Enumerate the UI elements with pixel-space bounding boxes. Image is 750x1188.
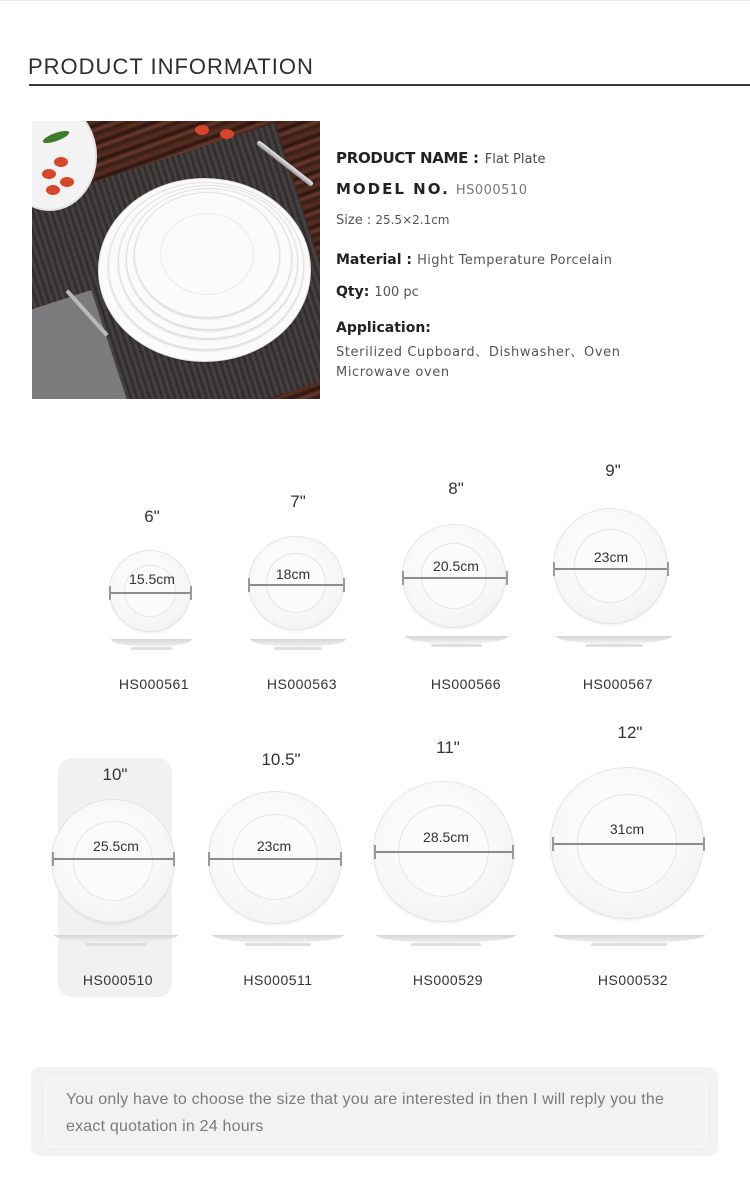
diameter-line <box>553 843 704 845</box>
diameter-line <box>554 568 668 570</box>
application-value-line1: Sterilized Cupboard、Dishwasher、Oven <box>336 345 621 360</box>
plate-side-view <box>405 636 508 644</box>
size-cm-label: 28.5cm <box>423 829 469 845</box>
tomato-icon <box>46 185 60 195</box>
size-model-code: HS000510 <box>82 972 154 988</box>
photo-plate-well <box>160 213 254 295</box>
size-inch-label: 12" <box>617 723 643 742</box>
plate-top-view <box>403 525 505 627</box>
size-inch-label: 11" <box>436 738 460 757</box>
size-model-code: HS000567 <box>582 676 654 692</box>
plate-side-view <box>111 639 192 647</box>
top-divider <box>0 0 750 1</box>
application-label: Application: <box>336 320 431 336</box>
size-cm-label: 23cm <box>593 549 629 565</box>
plate-side-view <box>553 935 705 943</box>
plate-side-view <box>376 935 516 943</box>
size-inch-label: 8" <box>448 479 464 498</box>
diameter-line <box>110 592 191 594</box>
size-model-code: HS000566 <box>430 676 502 692</box>
size-cm-label: 23cm <box>256 838 292 854</box>
application-value-line2: Microwave oven <box>336 365 450 380</box>
size-inch-label: 10" <box>102 765 128 784</box>
size-cm-label: 20.5cm <box>433 558 479 574</box>
diameter-line <box>375 851 513 853</box>
diameter-line <box>53 858 174 860</box>
diameter-line <box>249 584 344 586</box>
plate-top-view <box>249 537 343 629</box>
model-label: MODEL NO. <box>336 180 450 198</box>
size-model-code: HS000529 <box>412 972 484 988</box>
tomato-icon <box>195 125 209 135</box>
qty-value: 100 pc <box>374 285 419 300</box>
plate-top-view <box>110 551 190 631</box>
diameter-line <box>403 577 507 579</box>
tomato-icon <box>60 177 74 187</box>
product-name-value: Flat Plate <box>484 152 546 167</box>
size-model-code: HS000532 <box>597 972 669 988</box>
plate-side-view <box>212 935 344 943</box>
size-row <box>336 213 450 228</box>
plate-top-view <box>554 509 667 623</box>
model-row <box>336 179 528 198</box>
product-photo <box>32 121 320 399</box>
size-model-code: HS000561 <box>118 676 190 692</box>
size-inch-label: 9" <box>605 461 621 480</box>
product-name-row <box>336 148 546 167</box>
diameter-line <box>209 858 341 860</box>
title-underline <box>29 84 750 86</box>
tomato-icon <box>54 157 68 167</box>
model-value: HS000510 <box>455 183 528 198</box>
plate-side-view <box>250 639 346 647</box>
size-model-code: HS000511 <box>243 972 313 988</box>
size-model-code: HS000563 <box>266 676 338 692</box>
size-cm-label: 31cm <box>609 821 645 837</box>
material-label: Material : <box>336 252 412 268</box>
size-inch-label: 6" <box>144 507 160 526</box>
size-cm-label: 25.5cm <box>93 838 139 854</box>
material-value: Hight Temperature Porcelain <box>417 253 613 268</box>
quotation-note-text: You only have to choose the size that you are interested in then I will reply you the exact quotation in 24 hours <box>66 1091 665 1135</box>
size-inch-label: 7" <box>290 492 306 511</box>
product-name-label: PRODUCT NAME : <box>336 149 479 167</box>
plate-side-view <box>556 636 672 644</box>
plate-top-view <box>52 800 174 922</box>
size-cm-label: 15.5cm <box>129 571 175 587</box>
size-inch-label: 10.5" <box>261 750 301 769</box>
qty-row <box>336 281 419 300</box>
size-value: 25.5×2.1cm <box>375 213 450 227</box>
section-title: PRODUCT INFORMATION <box>28 54 314 79</box>
tomato-icon <box>42 169 56 179</box>
size-cm-label: 18cm <box>275 566 311 582</box>
size-label: Size : <box>336 213 372 228</box>
tomato-icon <box>220 129 234 139</box>
application-row <box>336 317 431 336</box>
qty-label: Qty: <box>336 284 370 300</box>
material-row <box>336 249 612 268</box>
